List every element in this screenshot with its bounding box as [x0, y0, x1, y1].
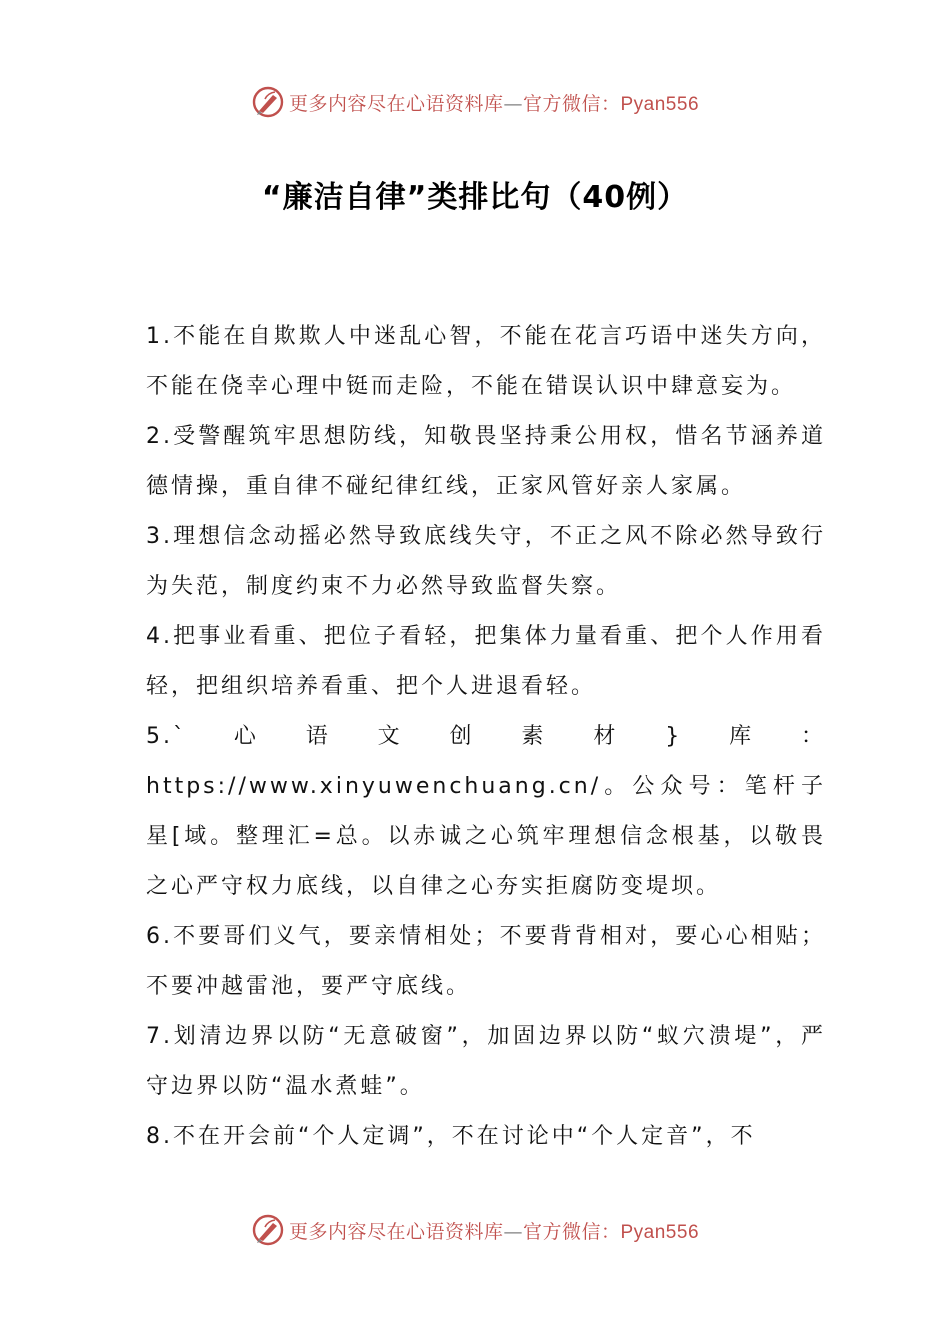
document-body — [146, 312, 826, 1172]
footer-banner-text — [289, 1217, 699, 1244]
paragraph-3: 3.理想信念动摇必然导致底线失守，不正之风不除必然导致行为失范，制度约束不力必然导致监督失察。 — [146, 524, 826, 599]
pen-logo-icon — [251, 85, 285, 119]
header-banner-official: 官方微信： — [522, 92, 621, 115]
header-banner — [0, 82, 950, 122]
paragraph-2: 2.受警醒筑牢思想防线，知敬畏坚持秉公用权，惜名节涵养道德情操，重自律不碰纪律红线，正家风管好亲人家属。 — [146, 424, 826, 499]
footer-banner — [0, 1210, 950, 1250]
paragraph-8: 8.不在开会前“个人定调”，不在讨论中“个人定音”，不 — [146, 1124, 756, 1149]
paragraph-5: 5.`心语文创素材}库：https://www.xinyuwenchuang.cn/。公众号：笔杆子星[域。整理汇=总。以赤诚之心筑牢理想信念根基，以敬畏之心严守权力底线，以自律之心夯实拒腐防变堤坝。 — [146, 724, 826, 899]
header-banner-id: Pyan556 — [620, 93, 700, 115]
paragraph-7: 7.划清边界以防“无意破窗”，加固边界以防“蚁穴溃堤”，严守边界以防“温水煮蛙”。 — [146, 1024, 826, 1099]
footer-banner-main: 更多内容尽在心语资料库 — [288, 1220, 504, 1243]
footer-banner-id: Pyan556 — [620, 1221, 700, 1243]
paragraph-4: 4.把事业看重、把位子看轻，把集体力量看重、把个人作用看轻，把组织培养看重、把个人进退看轻。 — [146, 624, 826, 699]
header-banner-text — [289, 89, 699, 116]
header-banner-dash: — — [503, 92, 523, 115]
document-title: “廉洁自律”类排比句（40例） — [261, 180, 689, 215]
pen-logo-icon — [251, 1213, 285, 1247]
header-banner-main: 更多内容尽在心语资料库 — [288, 92, 504, 115]
footer-banner-official: 官方微信： — [522, 1220, 621, 1243]
paragraph-6: 6.不要哥们义气，要亲情相处；不要背背相对，要心心相贴；不要冲越雷池，要严守底线。 — [146, 924, 826, 999]
footer-banner-dash: — — [503, 1220, 523, 1243]
paragraph-1: 1.不能在自欺欺人中迷乱心智，不能在花言巧语中迷失方向，不能在侥幸心理中铤而走险，不能在错误认识中肆意妄为。 — [146, 324, 826, 399]
